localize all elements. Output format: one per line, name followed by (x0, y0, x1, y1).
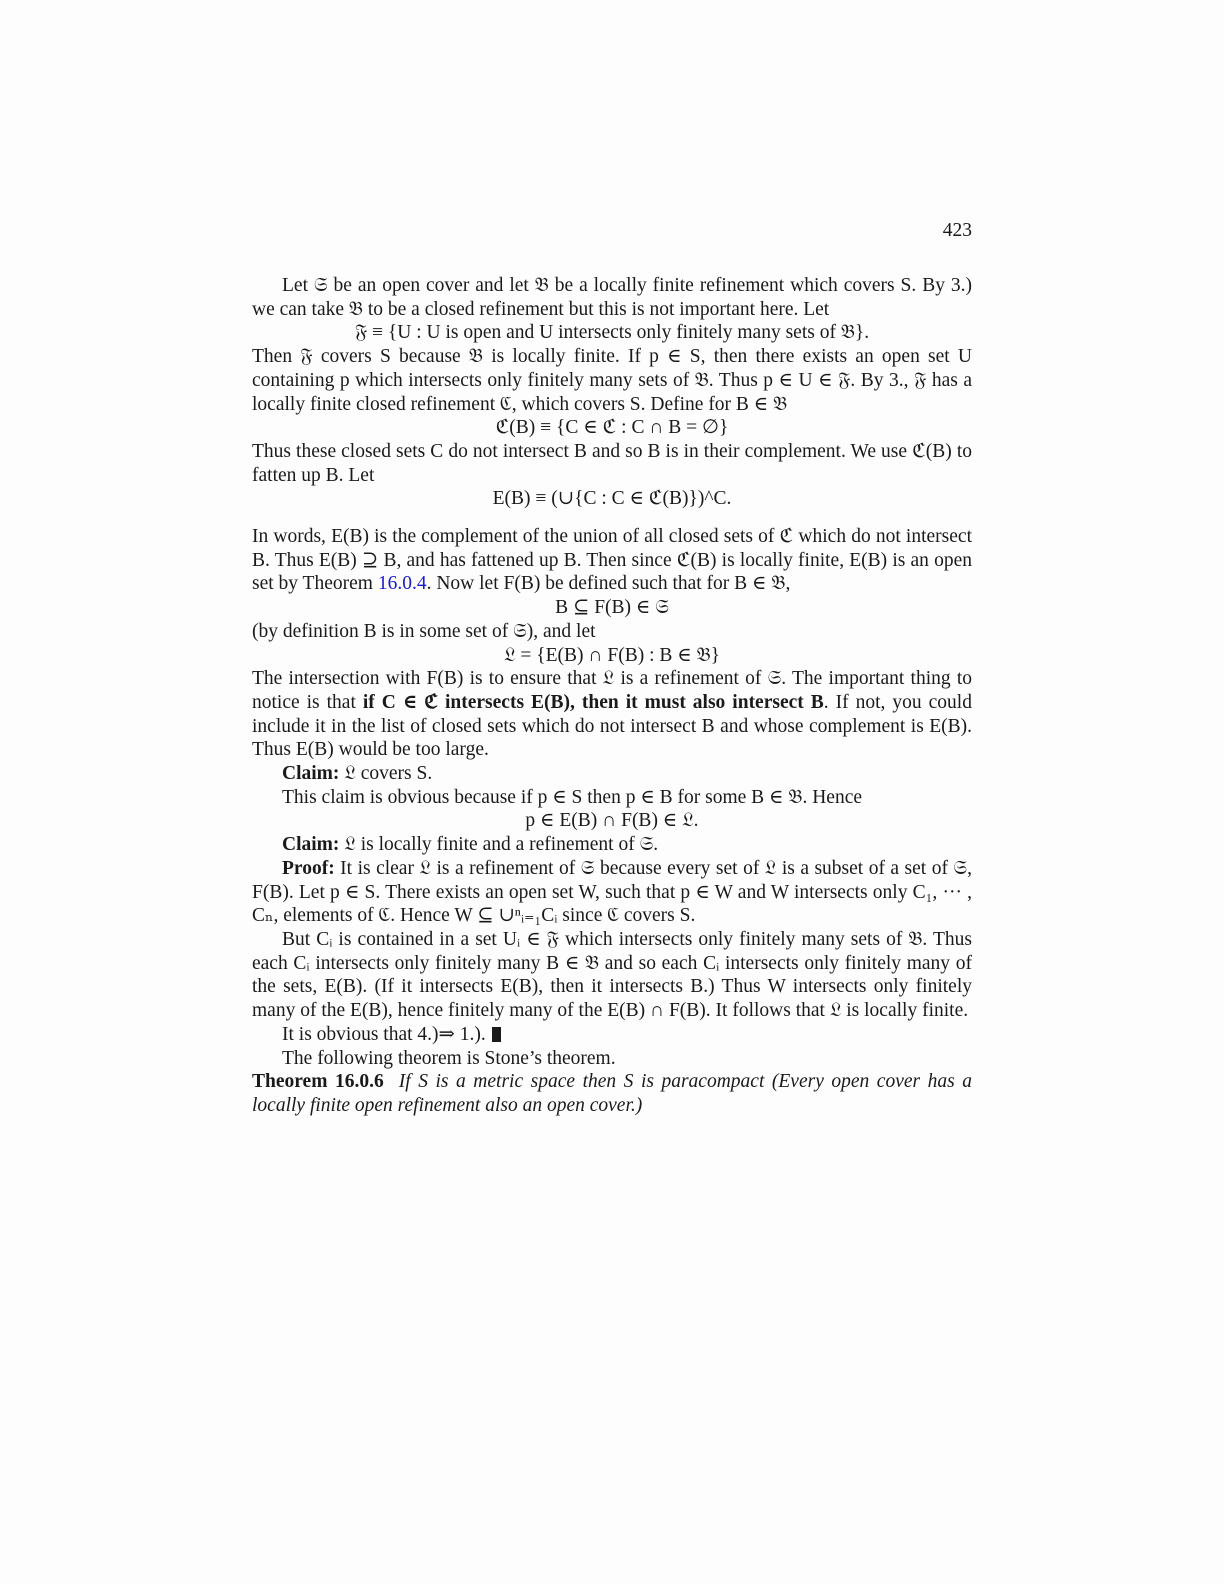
display-equation: ℭ(B) ≡ {C ∈ ℭ : C ∩ B = ∅} (495, 417, 729, 439)
paragraph (252, 667, 972, 762)
paragraph: This claim is obvious because if p ∈ S then p ∈ B for some B ∈ 𝔅. Hence (282, 786, 862, 808)
display-equation: 𝔏 = {E(B) ∩ F(B) : B ∈ 𝔅} (503, 644, 721, 666)
proof-text: It is clear 𝔏 is a refinement of 𝔖 because every set of 𝔏 is a subset of a set of 𝔖, F(B). Let p ∈ S. There exists an open set W, such that p ∈ W and W intersects only C₁, ··· , Cₙ, elements of ℭ. Hence W ⊆ ∪ⁿᵢ₌₁Cᵢ since ℭ covers S. (252, 857, 972, 927)
qed-icon (492, 1027, 501, 1042)
paragraph (252, 525, 972, 596)
claim-label: Claim: (282, 834, 340, 856)
text-run: In words, E(B) is the complement of the union of all closed sets of ℭ which do not intersect B. Thus E(B) ⊇ B, and has fattened up B. Then since ℭ(B) is locally finite, E(B) is an open set by Theorem (252, 526, 972, 595)
proof (252, 857, 972, 928)
theorem-statement: If S is a metric space then S is paracompact (Every open cover has a locally finite open refinement also an open cover.) (252, 1071, 972, 1116)
page-body (252, 274, 972, 1118)
paragraph (252, 1023, 972, 1047)
claim-text: 𝔏 covers S. (339, 763, 433, 785)
text-run: . Now let F(B) be defined such that for B ∈ 𝔅, (426, 573, 791, 595)
paragraph: Thus these closed sets C do not intersect B and so B is in their complement. We use ℭ(B) to fatten up B. Let (252, 440, 972, 486)
claim (252, 833, 972, 857)
display-equation: E(B) ≡ (∪{C : C ∈ ℭ(B)})^C. (492, 488, 732, 510)
paragraph: The following theorem is Stone’s theorem. (282, 1047, 616, 1069)
claim-text: 𝔏 is locally finite and a refinement of 𝔖. (339, 834, 659, 856)
claim (252, 762, 972, 786)
paragraph: Then 𝔉 covers S because 𝔅 is locally finite. If p ∈ S, then there exists an open set U containing p which intersects only finitely many sets of 𝔅. Thus p ∈ U ∈ 𝔉. By 3., 𝔉 has a locally finite closed refinement ℭ, which covers S. Define for B ∈ 𝔅 (252, 346, 972, 415)
paragraph: Let 𝔖 be an open cover and let 𝔅 be a locally finite refinement which covers S. By 3.) we can take 𝔅 to be a closed refinement but this is not important here. Let (252, 275, 972, 320)
display-equation: 𝔉 ≡ {U : U is open and U intersects only finitely many sets of 𝔅}. (354, 322, 870, 344)
theorem-link[interactable]: 16.0.4 (377, 573, 427, 595)
text-run: . If not, you could include it in the list of closed sets which do not intersect B and whose complement is E(B). Thus E(B) would be too large. (252, 691, 972, 761)
paragraph: But Cᵢ is contained in a set Uᵢ ∈ 𝔉 which intersects only finitely many sets of 𝔅. Thus each Cᵢ intersects only finitely many B ∈ 𝔅 and so each Cᵢ intersects only finitely many of the sets, E(B). (If it intersects E(B), then it intersects B.) Thus W intersects only finitely many of the E(B), hence finitely many of the E(B) ∩ F(B). It follows that 𝔏 is locally finite. (252, 928, 972, 1022)
text-run: It is obvious that 4.)⇒ 1.). (282, 1023, 486, 1045)
display-equation: B ⊆ F(B) ∈ 𝔖 (555, 597, 669, 619)
paragraph: (by definition B is in some set of 𝔖), and let (252, 620, 596, 642)
claim-label: Claim: (282, 763, 340, 785)
emphasis-text: if C ∈ ℭ intersects E(B), then it must also intersect B (362, 691, 824, 713)
proof-label: Proof: (282, 857, 335, 879)
theorem-label: Theorem 16.0.6 (252, 1071, 384, 1093)
text-run: The intersection with F(B) is to ensure that 𝔏 is a refinement of 𝔖. The important thing to notice is that (252, 668, 972, 713)
display-equation: p ∈ E(B) ∩ F(B) ∈ 𝔏. (525, 810, 699, 832)
theorem (252, 1070, 972, 1117)
page-number: 423 (942, 220, 972, 241)
